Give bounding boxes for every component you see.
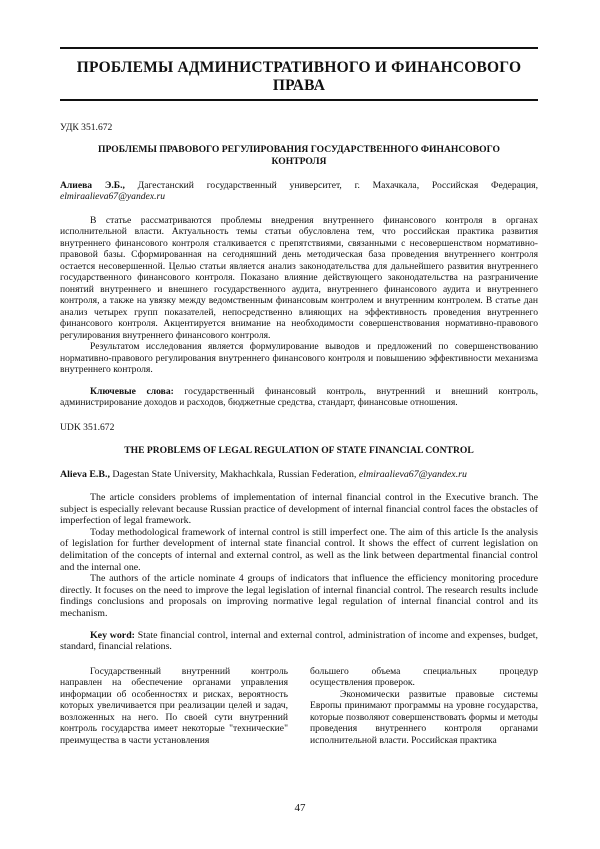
author-line-en: [60, 469, 538, 481]
abstract-ru: [60, 215, 538, 376]
body-paragraph: Государственный внутренний контроль направлен на обеспечение органами управления информации об особенностях и рисках, вероятность которых увеличивается при реализации целей и задач, возложенных на него. По своей сути внутренний контроль государства имеет некоторые "технические" преимущества в части установления: [60, 665, 288, 746]
article-title-ru: ПРОБЛЕМЫ ПРАВОВОГО РЕГУЛИРОВАНИЯ ГОСУДАРСТВЕННОГО ФИНАНСОВОГО КОНТРОЛЯ: [98, 143, 500, 167]
keywords-en: [60, 630, 538, 653]
body-columns: [60, 666, 538, 747]
abstract-ru-paragraph: Результатом исследования является формулирование выводов и предложений по совершенствованию нормативно-правового регулирования внутреннего финансового контроля и повышению эффективности механизма внутреннего контроля.: [60, 341, 538, 375]
keywords-label-en: Key word:: [90, 629, 135, 641]
author-affiliation-ru: Дагестанский государственный университет, г. Махачкала, Российская Федерация,: [124, 179, 538, 191]
english-block: [60, 422, 538, 653]
author-affiliation-en: Dagestan State University, Makhachkala, Russian Federation,: [109, 468, 359, 480]
author-email-en[interactable]: elmiraalieva67@yandex.ru: [358, 468, 467, 480]
abstract-en: [60, 492, 538, 620]
keywords-text-ru: государственный финансовый контроль, внутренний и внешний контроль, администрирование доходов и расходов, бюджетные средства, стандарт, финансовые отношения.: [60, 385, 538, 408]
author-line-ru: [60, 180, 538, 203]
keywords-label-ru: Ключевые слова:: [90, 385, 174, 397]
author-email-ru[interactable]: elmiraalieva67@yandex.ru: [60, 191, 166, 202]
udk-ru: УДК 351.672: [60, 122, 113, 133]
body-column-right: [310, 666, 538, 747]
body-paragraph: большего объема специальных процедур осуществления проверок.: [310, 665, 538, 689]
journal-section-header: ПРОБЛЕМЫ АДМИНИСТРАТИВНОГО И ФИНАНСОВОГО ПРАВА: [76, 59, 522, 94]
article-content: [60, 122, 538, 746]
keywords-text-en: State financial control, internal and external control, administration of income and expenses, budget, standard, financial relations.: [60, 629, 539, 653]
abstract-en-paragraph: The authors of the article nominate 4 groups of indicators that influence the efficiency monitoring procedure directly. It focuses on the need to improve the legal legislation of internal financial control. The research results include findings conclusions and proposals on improving normative legal regulation of internal financial control and its mechanism.: [60, 573, 538, 620]
author-name-en: Alieva E.B.,: [60, 468, 110, 480]
page-number: 47: [294, 802, 306, 814]
keywords-ru: [60, 386, 538, 409]
body-paragraph: Экономически развитые правовые системы Европы принимают программы на уровне государства, которые позволяют совершенствовать формы и методы проведения внутреннего контроля органами исполнительной власти. Российская практика: [310, 688, 538, 746]
header-bottom-rule: [60, 99, 538, 101]
author-name-ru: Алиева Э.Б.,: [60, 179, 125, 191]
udk-en: UDK 351.672: [60, 421, 115, 433]
article-title-en: THE PROBLEMS OF LEGAL REGULATION OF STATE FINANCIAL CONTROL: [124, 445, 474, 456]
body-column-left: [60, 666, 288, 747]
abstract-ru-paragraph: В статье рассматриваются проблемы внедрения внутреннего финансового контроля в органах исполнительной власти. Актуальность темы статьи обусловлена тем, что российская практика развития внутреннего финансового контроля сталкивается с препятствиями, связанными с несовершенством нормативно-правовой базы. Сформированная на сегодняшний день методическая база проведения внутреннего контроля остается несовершенной. Целью статьи является анализ законодательства для дальнейшего развития внутреннего государственного финансового контроля. Показано влияние действующего законодательства на разграничение понятий внутреннего и внешнего государственного аудита, внутреннего финансового аудита и внутреннего контроля, а также на увязку между ведомственным финансовым контролем и внутренним контролем. В статье дан анализ четырех групп показателей, непосредственно влияющих на эффективность проведения внутреннего финансового контроля. Акцентируется внимание на необходимости совершенствования нормативно-правового регулирования внутреннего финансового контроля.: [60, 214, 538, 341]
header-top-rule: [60, 47, 538, 49]
abstract-en-paragraph: The article considers problems of implementation of internal financial control in the Executive branch. The subject is especially relevant because Russian practice of development of internal financial control faces the obstacles of imperfection of legal framework.: [60, 492, 538, 527]
abstract-en-paragraph: Today methodological framework of internal control is still imperfect one. The aim of this article Is the analysis of legislation for further development of internal state financial control. It shows the effect of current legislation on delimitation of the concepts of internal and external control, as well as the link between departmental financial control and the internal one.: [60, 526, 538, 573]
